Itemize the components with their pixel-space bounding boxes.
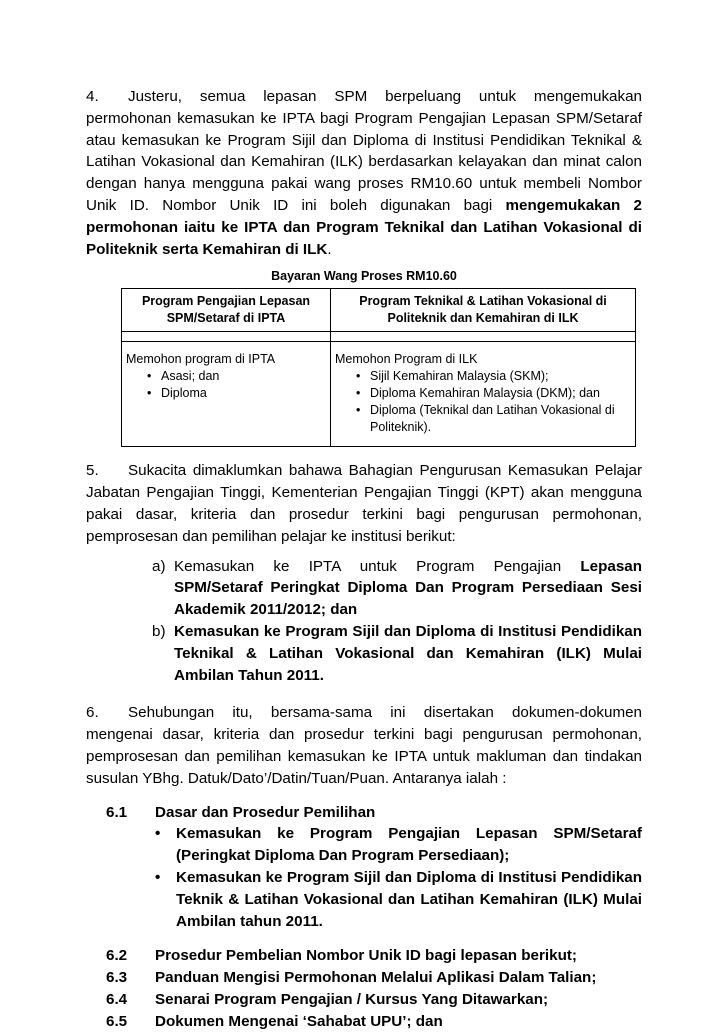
list-text <box>174 621 642 686</box>
fee-table <box>121 288 636 447</box>
paragraph-bold-text: mengemukakan 2 permohonan iaitu ke IPTA dan Program Teknikal dan Latihan Vokasional di Politeknik serta Kemahiran di ILK <box>86 196 642 258</box>
section-title: Senarai Program Pengajian / Kursus Yang Ditawarkan; <box>155 990 549 1008</box>
section-list-6-1 <box>86 802 642 933</box>
paragraph-6 <box>86 702 642 789</box>
paragraph-text: Sukacita dimaklumkan bahawa Bahagian Pengurusan Kemasukan Pelajar Jabatan Pengajian Tinggi, Kementerian Pengajian Tinggi (KPT) akan mengguna pakai dasar, kriteria dan prosedur terkini bagi pengurusan permohonan, pemprosesan dan pemilihan pelajar ke institusi berikut: <box>86 462 642 545</box>
section-body <box>155 802 642 933</box>
section-number: 6.2 <box>106 947 128 965</box>
table-row <box>122 342 636 447</box>
list-text-bold: Kemasukan ke Program Sijil dan Diploma di Institusi Pendidikan Teknikal & Latihan Vokasional dan Kemahiran (ILK) Mulai Ambilan Tahun 2011. <box>174 622 642 684</box>
table-header-ilk: Program Teknikal & Latihan Vokasional di Politeknik dan Kemahiran di ILK <box>331 289 636 332</box>
section-list-6-2-to-6-5 <box>86 945 642 1032</box>
list-item-a <box>152 556 642 621</box>
cell-intro: Memohon program di IPTA <box>126 352 276 367</box>
section-title: Dasar dan Prosedur Pemilihan <box>155 803 376 821</box>
section-number: 6.5 <box>106 1012 128 1030</box>
list-item: • Diploma <box>147 385 326 402</box>
section-6-2 <box>86 945 642 967</box>
list-text-plain: Kemasukan ke IPTA untuk Program Pengajian <box>174 557 581 575</box>
list-item: • Diploma Kemahiran Malaysia (DKM); dan <box>356 385 631 402</box>
list-label: b) <box>152 622 166 640</box>
paragraph-text: Sehubungan itu, bersama-sama ini disertakan dokumen-dokumen mengenai dasar, kriteria dan prosedur terkini bagi pengurusan permohonan, pemprosesan dan pemilihan kemasukan ke IPTA untuk makluman dan tindakan susulan YBhg. Datuk/Dato’/Datin/Tuan/Puan. Antaranya ialah : <box>86 704 642 787</box>
paragraph-4 <box>86 86 642 260</box>
paragraph-number: 6. <box>86 704 99 722</box>
table-header-row <box>122 289 636 332</box>
list-item: • Kemasukan ke Program Pengajian Lepasan SPM/Setaraf (Peringkat Diploma Dan Program Persediaan); <box>155 823 642 867</box>
list-item: • Kemasukan ke Program Sijil dan Diploma di Institusi Pendidikan Teknik & Latihan Vokasional dan Latihan Kemahiran (ILK) Mulai Ambilan tahun 2011. <box>155 867 642 932</box>
table-header-ipta: Program Pengajian Lepasan SPM/Setaraf di IPTA <box>122 289 331 332</box>
section-title: Panduan Mengisi Permohonan Melalui Aplikasi Dalam Talian; <box>155 969 597 987</box>
list-item: • Diploma (Teknikal dan Latihan Vokasional di Politeknik). <box>356 402 631 436</box>
table-gap-row <box>122 332 636 342</box>
section-number: 6.3 <box>106 969 128 987</box>
section-number: 6.1 <box>106 803 128 821</box>
section-title: Prosedur Pembelian Nombor Unik ID bagi lepasan berikut; <box>155 947 577 965</box>
paragraph-number: 5. <box>86 462 99 480</box>
paragraph-number: 4. <box>86 88 99 105</box>
paragraph-5 <box>86 460 642 547</box>
table-cell-ilk <box>331 342 636 447</box>
list-text-bold: Lepasan SPM/Setaraf Peringkat Diploma Dan Program Persediaan Sesi Akademik 2011/2012; dan <box>174 557 642 619</box>
cell-list <box>126 368 326 402</box>
section-6-3 <box>86 967 642 989</box>
table-cell-ipta <box>122 342 331 447</box>
list-item-b <box>152 621 642 686</box>
institution-list <box>152 556 642 687</box>
section-6-1 <box>86 802 642 933</box>
document-page <box>86 86 642 1033</box>
cell-list <box>335 368 631 436</box>
section-bullets <box>155 823 642 932</box>
list-item: • Asasi; dan <box>147 368 326 385</box>
paragraph-text: Justeru, semua lepasan SPM berpeluang untuk mengemukakan permohonan kemasukan ke IPTA bagi Program Pengajian Lepasan SPM/Setaraf atau kemasukan ke Program Sijil dan Diploma di Institusi Pendidikan Teknikal & Latihan Vokasional dan Kemahiran (ILK) berdasarkan kelayakan dan minat calon dengan hanya mengguna pakai wang proses RM10.60 untuk membeli Nombor Unik ID. Nombor Unik ID ini boleh digunakan bagi <box>86 88 642 214</box>
section-6-4 <box>86 989 642 1011</box>
list-item: • Sijil Kemahiran Malaysia (SKM); <box>356 368 631 385</box>
paragraph-text-end: . <box>327 240 332 258</box>
cell-intro: Memohon Program di ILK <box>335 352 478 367</box>
table-caption: Bayaran Wang Proses RM10.60 <box>271 269 457 284</box>
list-label: a) <box>152 557 166 575</box>
section-6-5 <box>86 1011 642 1033</box>
list-text <box>174 556 642 621</box>
section-number: 6.4 <box>106 990 128 1008</box>
section-title: Dokumen Mengenai ‘Sahabat UPU’; dan <box>155 1012 443 1030</box>
